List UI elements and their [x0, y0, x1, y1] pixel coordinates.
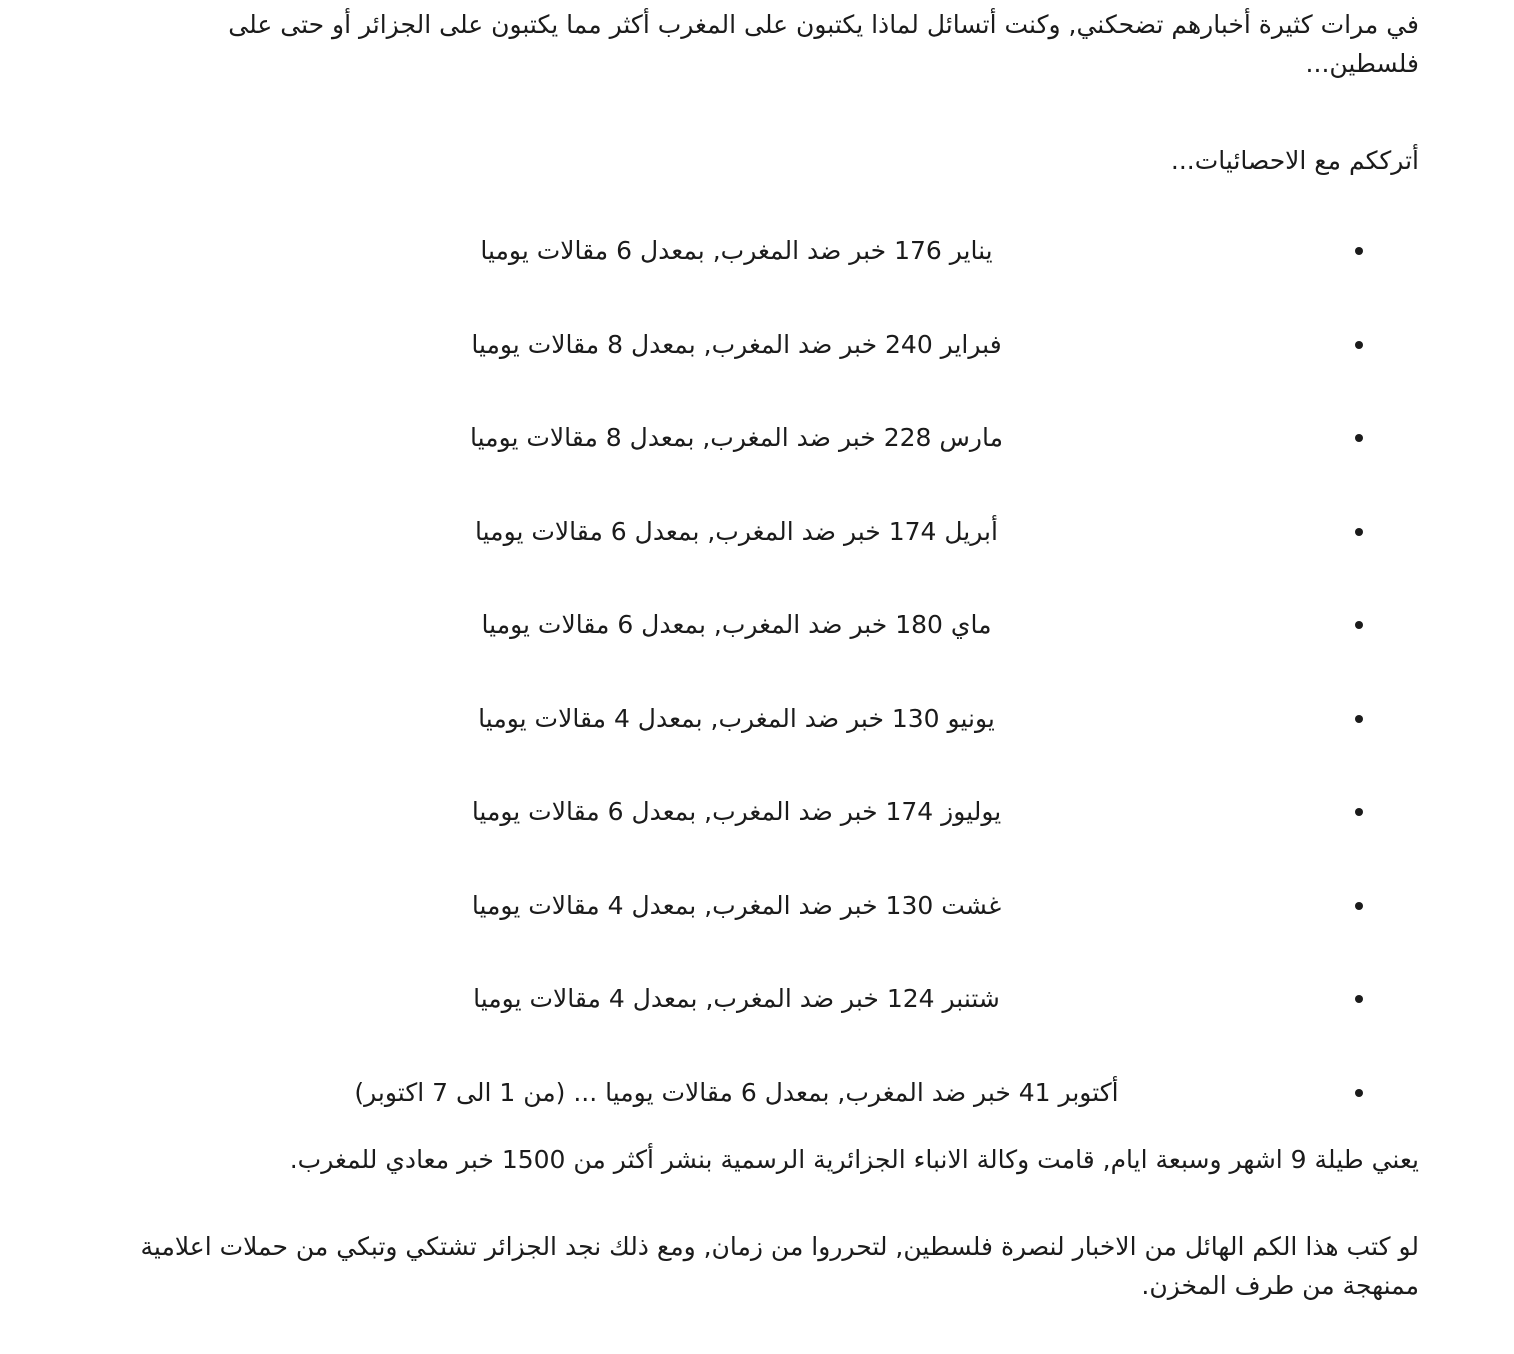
bullet-icon [1355, 434, 1363, 442]
list-item-label: يوليوز 174 خبر ضد المغرب, بمعدل 6 مقالات يوميا [471, 797, 1002, 827]
bullet-icon [1355, 902, 1363, 910]
list-item-label: ماي 180 خبر ضد المغرب, بمعدل 6 مقالات يوميا [481, 610, 992, 640]
list-item-label: أبريل 174 خبر ضد المغرب, بمعدل 6 مقالات يوميا [475, 516, 998, 546]
bullet-icon [1355, 808, 1363, 816]
list-item-label: مارس 228 خبر ضد المغرب, بمعدل 8 مقالات يوميا [470, 423, 1003, 453]
bullet-icon [1355, 1089, 1363, 1097]
bullet-icon [1355, 528, 1363, 536]
summary-paragraph: يعني طيلة 9 اشهر وسبعة ايام, قامت وكالة الانباء الجزائرية الرسمية بنشر أكثر من 1500 خبر معادي للمغرب. [289, 1145, 1419, 1175]
bullet-icon [1355, 715, 1363, 723]
list-item [110, 793, 1363, 831]
list-item [110, 1074, 1363, 1112]
list-item-label: يناير 176 خبر ضد المغرب, بمعدل 6 مقالات يوميا [480, 236, 993, 266]
list-item [110, 232, 1363, 270]
list-item-label: يونيو 130 خبر ضد المغرب, بمعدل 4 مقالات يوميا [478, 703, 995, 733]
list-item [110, 326, 1363, 364]
bullet-icon [1355, 341, 1363, 349]
intro-paragraph: في مرات كثيرة أخبارهم تضحكني, وكنت أتسائل لماذا يكتبون على المغرب أكثر مما يكتبون على الجزائر أو حتى على فلسطين... [228, 10, 1419, 78]
list-item [110, 887, 1363, 925]
bullet-icon [1355, 247, 1363, 255]
closing-paragraph: لو كتب هذا الكم الهائل من الاخبار لنصرة فلسطين, لتحرروا من زمان, ومع ذلك نجد الجزائر تشتكي وتبكي من حملات اعلامية ممنهجة من طرف المخزن. [140, 1232, 1419, 1300]
monthly-stats-list [110, 232, 1419, 1111]
list-item [110, 700, 1363, 738]
list-item [110, 606, 1363, 644]
lead-in-paragraph: أترككم مع الاحصائيات... [1170, 145, 1419, 175]
list-item [110, 980, 1363, 1018]
list-item-label: غشت 130 خبر ضد المغرب, بمعدل 4 مقالات يوميا [471, 890, 1002, 920]
list-item-label: شتنبر 124 خبر ضد المغرب, بمعدل 4 مقالات يوميا [473, 984, 1000, 1014]
spacer [110, 1180, 1419, 1228]
list-item-label: أكتوبر 41 خبر ضد المغرب, بمعدل 6 مقالات يوميا ... (من 1 الى 7 اكتوبر) [354, 1077, 1119, 1107]
list-item [110, 513, 1363, 551]
spacer [110, 84, 1419, 142]
list-item-label: فبراير 240 خبر ضد المغرب, بمعدل 8 مقالات يوميا [471, 329, 1002, 359]
list-item [110, 419, 1363, 457]
bullet-icon [1355, 995, 1363, 1003]
page-bottom-edge [110, 1306, 1419, 1320]
spacer [110, 1111, 1419, 1141]
bullet-icon [1355, 621, 1363, 629]
spacer [110, 180, 1419, 232]
